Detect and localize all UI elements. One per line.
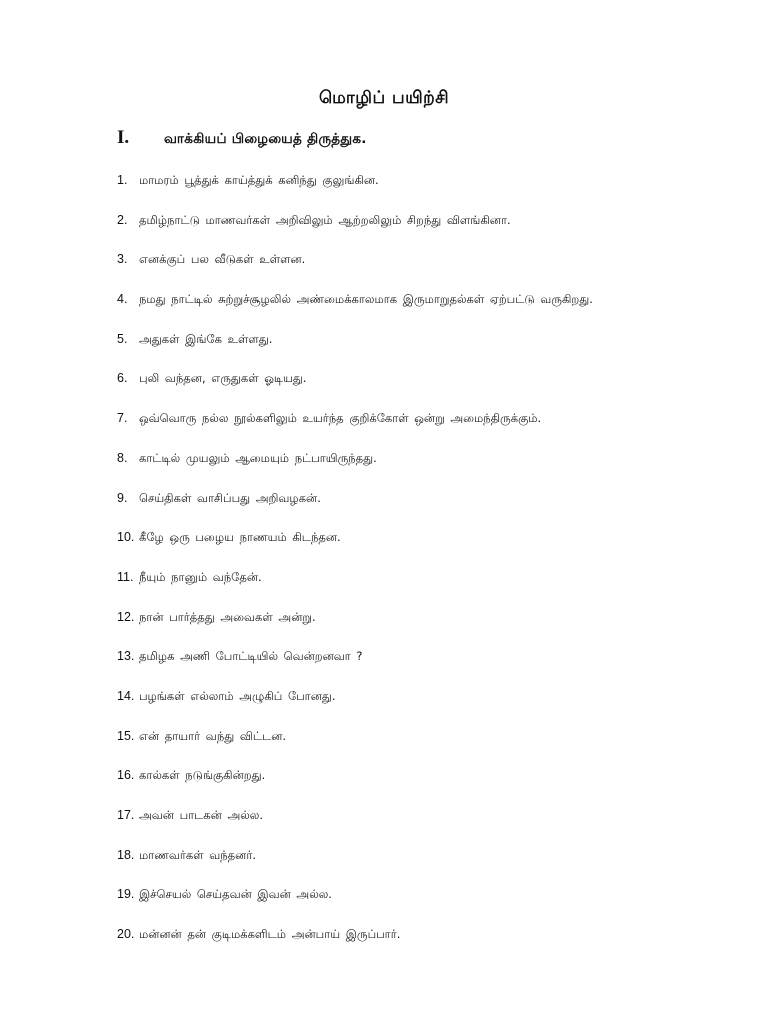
item-text: நான் பார்த்தது அவைகள் அன்று. — [139, 609, 316, 624]
item-text: இச்செயல் செய்தவன் இவன் அல்ல. — [139, 887, 332, 902]
exercise-item — [117, 249, 717, 289]
item-text: கால்கள் நடுங்குகின்றது. — [139, 768, 266, 783]
item-text: புலி வந்தன, எருதுகள் ஓடியது. — [139, 371, 307, 386]
item-number: 20. — [117, 927, 135, 942]
item-number: 7. — [117, 411, 128, 426]
exercise-list — [117, 170, 717, 964]
item-number: 5. — [117, 331, 128, 346]
item-text: எனக்குப் பல வீடுகள் உள்ளன. — [139, 252, 306, 267]
exercise-item — [117, 884, 717, 924]
item-text: அதுகள் இங்கே உள்ளது. — [139, 331, 273, 346]
item-text: அவன் பாடகன் அல்ல. — [139, 808, 264, 822]
section-title: வாக்கியப் பிழையைத் திருத்துக. — [164, 131, 367, 147]
exercise-item — [117, 646, 717, 686]
exercise-item — [117, 448, 717, 488]
exercise-item — [117, 488, 717, 528]
exercise-item — [117, 368, 717, 408]
exercise-item — [117, 289, 717, 329]
item-number: 1. — [117, 173, 128, 187]
item-number: 9. — [117, 490, 128, 505]
item-number: 19. — [117, 887, 135, 902]
item-text: காட்டில் முயலும் ஆமையும் நட்பாயிருந்தது. — [139, 450, 377, 465]
item-text: செய்திகள் வாசிப்பது அறிவழகன். — [139, 490, 321, 505]
item-text: மாமரம் பூத்துக் காய்த்துக் கனிந்து குலுங்கின. — [139, 173, 379, 187]
item-text: என் தாயார் வந்து விட்டன. — [139, 728, 287, 743]
item-number: 4. — [117, 292, 128, 307]
exercise-item — [117, 408, 717, 448]
item-number: 17. — [117, 808, 135, 822]
item-number: 15. — [117, 728, 135, 743]
item-text: பழங்கள் எல்லாம் அழுகிப் போனது. — [139, 688, 336, 703]
exercise-item — [117, 924, 717, 964]
page-title: மொழிப் பயிற்சி — [318, 88, 450, 108]
item-text: நீயும் நானும் வந்தேன். — [139, 569, 262, 584]
item-number: 13. — [117, 649, 135, 664]
exercise-item — [117, 765, 717, 805]
item-number: 8. — [117, 450, 128, 465]
item-number: 12. — [117, 609, 135, 624]
item-text: தமிழ்நாட்டு மாணவர்கள் அறிவிலும் ஆற்றலிலும் சிறந்து விளங்கினா. — [139, 212, 511, 227]
item-text: ஒவ்வொரு நல்ல நூல்களிலும் உயர்ந்த குறிக்கோள் ஒன்று அமைந்திருக்கும். — [139, 411, 542, 426]
exercise-item — [117, 805, 717, 845]
item-number: 16. — [117, 768, 135, 783]
exercise-item — [117, 170, 717, 210]
item-text: தமிழக அணி போட்டியில் வென்றனவா ? — [139, 649, 363, 664]
item-number: 2. — [117, 212, 128, 227]
exercise-item — [117, 686, 717, 726]
exercise-item — [117, 607, 717, 647]
item-number: 6. — [117, 371, 128, 386]
item-text: கீழே ஒரு பழைய நாணயம் கிடந்தன. — [139, 530, 341, 545]
item-number: 10. — [117, 530, 135, 545]
exercise-item — [117, 527, 717, 567]
item-number: 18. — [117, 847, 135, 862]
exercise-item — [117, 329, 717, 369]
exercise-item — [117, 726, 717, 766]
exercise-item — [117, 845, 717, 885]
exercise-item — [117, 210, 717, 250]
section-number: I. — [117, 127, 130, 148]
item-text: நமது நாட்டில் சுற்றுச்சூழலில் அண்மைக்காலமாக இருமாறுதல்கள் ஏற்பட்டு வருகிறது. — [139, 292, 593, 307]
item-number: 11. — [117, 569, 134, 584]
item-text: மன்னன் தன் குடிமக்களிடம் அன்பாய் இருப்பார். — [139, 927, 401, 942]
exercise-item — [117, 567, 717, 607]
section-heading — [117, 127, 367, 149]
item-number: 3. — [117, 252, 128, 267]
item-text: மாணவர்கள் வந்தனர். — [139, 847, 256, 862]
item-number: 14. — [117, 688, 135, 703]
